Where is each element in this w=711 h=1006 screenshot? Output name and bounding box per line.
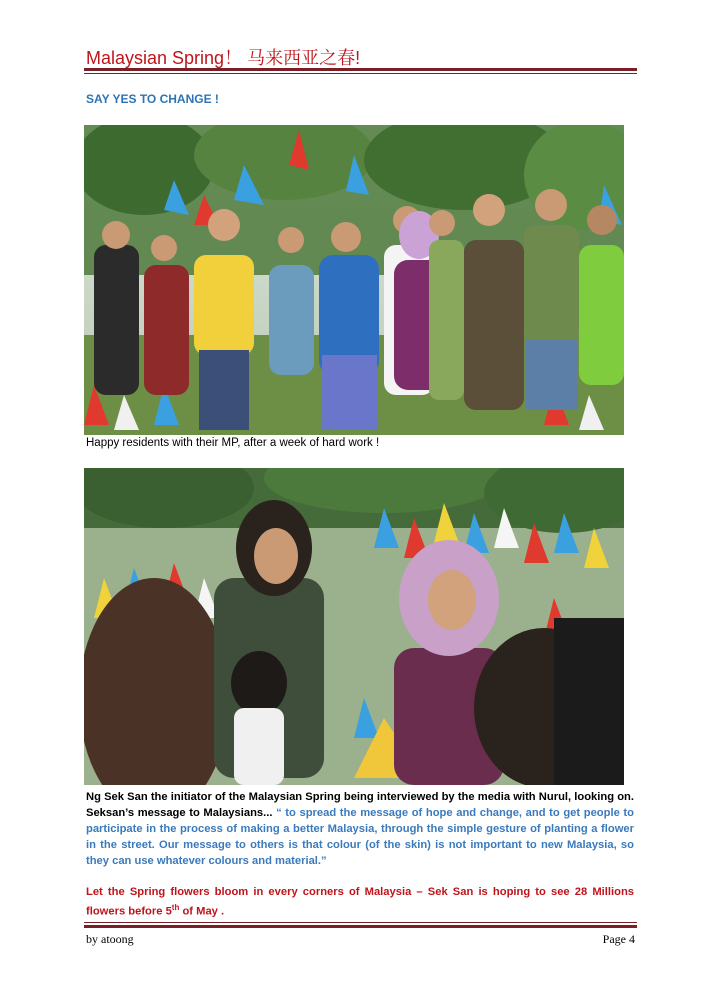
- header-rule-thick: [84, 68, 637, 71]
- closing-superscript: th: [171, 903, 180, 912]
- footer-page-number: Page 4: [602, 932, 635, 946]
- photo2-caption-intro: Ng Sek San the initiator of the Malaysian Spring being interviewed by the media with Nurul, looking on. Seksan’s message to Malaysians...: [86, 791, 634, 819]
- section-heading: SAY YES TO CHANGE !: [86, 92, 219, 106]
- closing-text-end: of May .: [179, 905, 225, 918]
- header-rule-thin: [84, 73, 637, 74]
- photo-interview-with-media: [84, 468, 624, 785]
- photo-residents-with-mp: [84, 125, 624, 435]
- footer-rule-thick: [84, 925, 637, 928]
- footer-rule-thin: [84, 922, 637, 923]
- closing-paragraph: [86, 884, 634, 920]
- photo1-caption: Happy residents with their MP, after a week of hard work !: [86, 437, 380, 449]
- page-header-title: Malaysian Spring！ 马来西亚之春!: [86, 48, 361, 68]
- closing-text: Let the Spring flowers bloom in every corners of Malaysia – Sek San is hoping to see 28 Millions flowers before 5: [86, 886, 634, 918]
- seksan-quote: “ to spread the message of hope and change, and to get people to participate in the process of making a better Malaysia, through the simple gesture of planting a flower in the street. Our message to others is that colour (of the skin) is not important to new Malaysia, so they can use whatever colours and material.”: [86, 807, 634, 867]
- footer-author: by atoong: [86, 932, 134, 946]
- photo2-caption-paragraph: [86, 789, 634, 869]
